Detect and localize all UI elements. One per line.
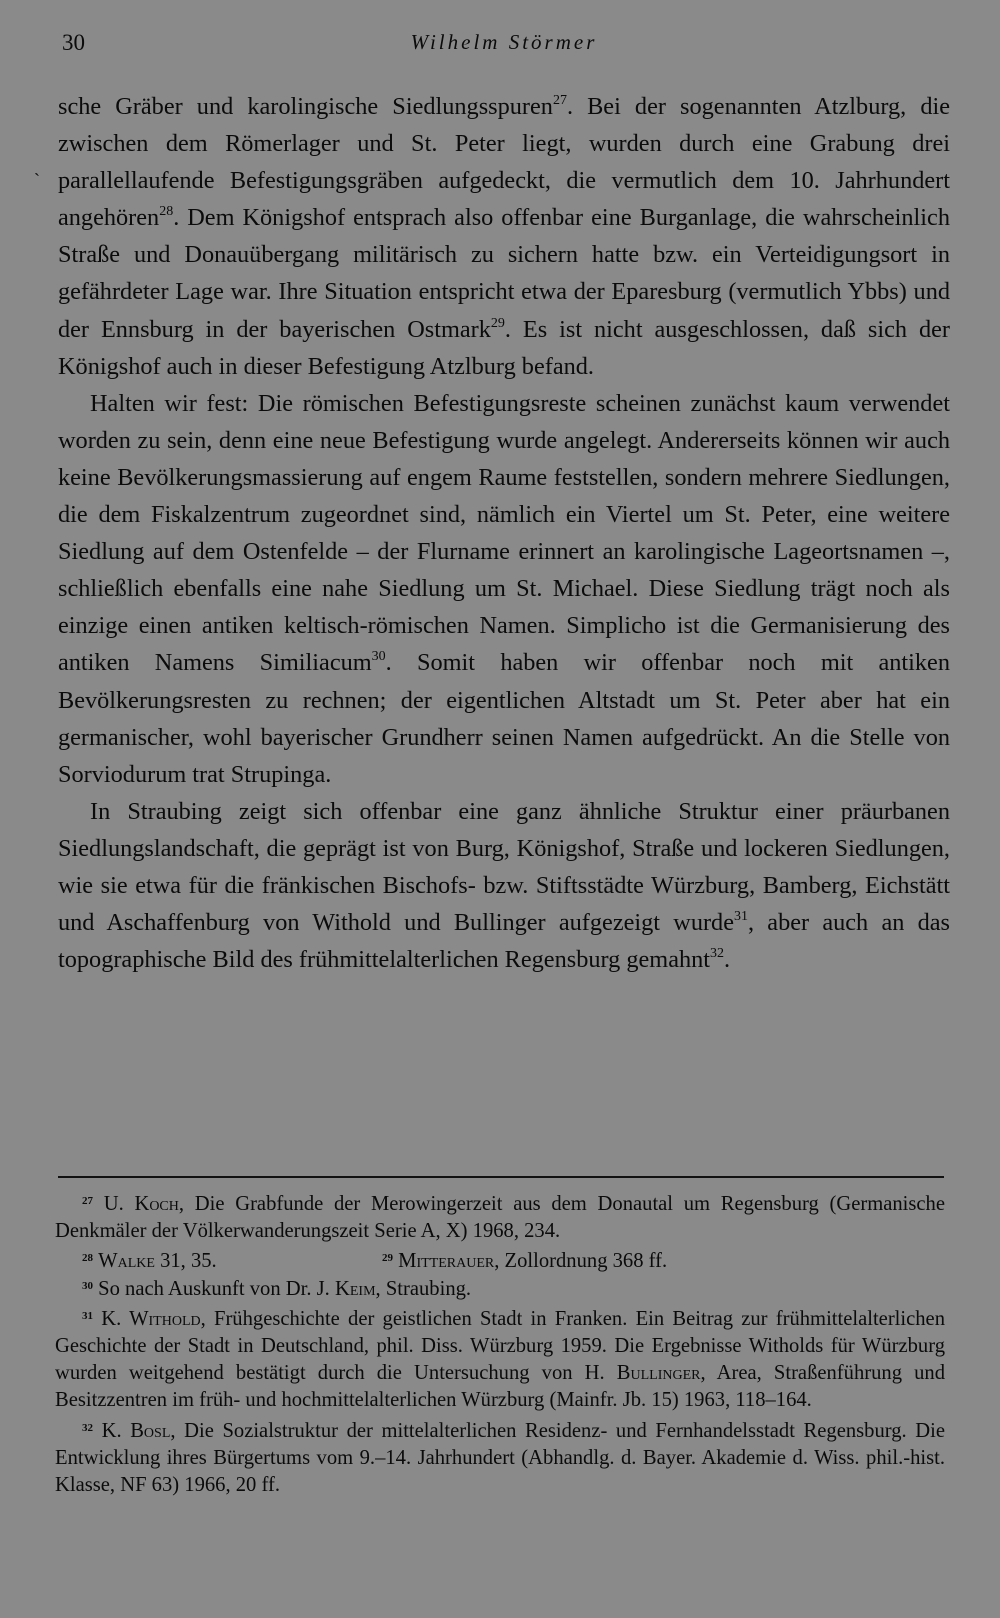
footnote-ref-31[interactable]: 31 xyxy=(734,909,748,925)
running-title: Wilhelm Störmer xyxy=(410,30,598,54)
paragraph-3: In Straubing zeigt sich offenbar eine ganz ähnliche Struktur einer präurbanen Siedlungslandschaft, die geprägt ist von Burg, Königshof, Straße und lockeren Siedlungen, wie sie etwa für die fränkischen Bischofs- bzw. Stiftsstädte Würzburg, Bamberg, Eichstätt und Aschaffenburg von Withold und Bullinger aufgezeigt wurde$^{31}$, aber auch an das topographische Bild des frühmittelalterlichen Regensburg gemahnt$^{32}$. xyxy=(58,797,950,974)
footnote-ref-27[interactable]: 27 xyxy=(552,93,567,108)
footnote-row-28-29 xyxy=(55,1245,945,1272)
page-number: 30 xyxy=(62,30,85,55)
footnote-32: $^{32}$ K. Bosl, Die Sozialstruktur der mittelalterlichen Residenz- und Fernhandelsstadt Regensburg. Die Entwicklung ihres Bürgertums vom 9.–14. Jahrhundert (Abhandlg. d. Bayer. Akademie d. Wiss. phil.-hist. Klasse, NF 63) 1966, 20 ff. xyxy=(55,1419,945,1497)
footnote-ref-28[interactable]: 28 xyxy=(159,204,174,220)
footnote-30: $^{30}$ So nach Auskunft von Dr. J. Keim, Straubing. xyxy=(82,1277,472,1300)
paragraph-1: sche Gräber und karolingische Siedlungsspuren$^{27}$. Bei der sogenannten Atzlburg, die zwischen dem Römerlager und St. Peter liegt, wurden durch eine Grabung drei parallellaufende Befestigungsgräben aufgedeckt, die vermutlich dem 10. Jahrhundert angehören$^{28}$. Dem Königshof entsprach also offenbar eine Burganlage, die wahrscheinlich Straße und Donauübergang militärisch zu sichern hatte bzw. ein Verteidigungsort in gefährdeter Lage war. Ihre Situation entspricht etwa der Eparesburg (vermutlich Ybbs) und der Ennsburg in der bayerischen Ostmark$^{29}$. Es ist nicht ausgeschlossen, daß sich der Königshof auch in dieser Befestigung Atzlburg befand. xyxy=(58,93,951,380)
main-text xyxy=(58,88,950,978)
footnote-31: $^{31}$ K. Withold, Frühgeschichte der geistlichen Stadt in Franken. Ein Beitrag zur frühmittelalterlichen Geschichte der Stadt in Deutschland, phil. Diss. Würzburg 1959. Die Ergebnisse Witholds für Würzburg wurden weitgehend bestätigt durch die Untersuchung von H. Bullinger, Area, Straßenführung und Besitzzentren im früh- und hochmittelalterlichen Würzburg (Mainfr. Jb. 15) 1963, 118–164. xyxy=(55,1307,945,1412)
footnotes xyxy=(55,1188,945,1499)
footnote-ref-29[interactable]: 29 xyxy=(490,315,505,331)
footnote-ref-32[interactable]: 32 xyxy=(710,946,725,962)
margin-mark: ˋ xyxy=(34,170,40,190)
footnote-29: $^{29}$ Mitterauer, Zollordnung 368 ff. xyxy=(382,1250,668,1273)
running-header xyxy=(62,30,946,64)
footnote-rule xyxy=(58,1176,944,1178)
footnote-27: $^{27}$ U. Koch, Die Grabfunde der Merowingerzeit aus dem Donautal um Regensburg (Germanische Denkmäler der Völkerwanderungszeit Serie A, X) 1968, 234. xyxy=(55,1193,945,1243)
paragraph-2: Halten wir fest: Die römischen Befestigungsreste scheinen zunächst kaum verwendet worden zu sein, denn eine neue Befestigung wurde angelegt. Andererseits können wir auch keine Bevölkerungsmassierung auf engem Raume feststellen, sondern mehrere Siedlungen, die dem Fiskalzentrum zugeordnet sind, nämlich ein Viertel um St. Peter, eine weitere Siedlung auf dem Ostenfelde – der Flurname erinnert an karolingische Lageortsnamen –, schließlich ebenfalls eine nahe Siedlung um St. Michael. Diese Siedlung trägt noch als einzige einen antiken keltisch-römischen Namen. Simplicho ist die Germanisierung des antiken Namens Similiacum$^{30}$. Somit haben wir offenbar noch mit antiken Bevölkerungsresten zu rechnen; der eigentlichen Altstadt um St. Peter aber hat ein germanischer, wohl bayerischer Grundherr seinen Namen aufgedrückt. An die Stelle von Sorviodurum trat Strupinga. xyxy=(58,389,950,788)
footnote-28: $^{28}$ Walke 31, 35. xyxy=(82,1250,217,1273)
footnote-ref-30[interactable]: 30 xyxy=(371,649,386,665)
